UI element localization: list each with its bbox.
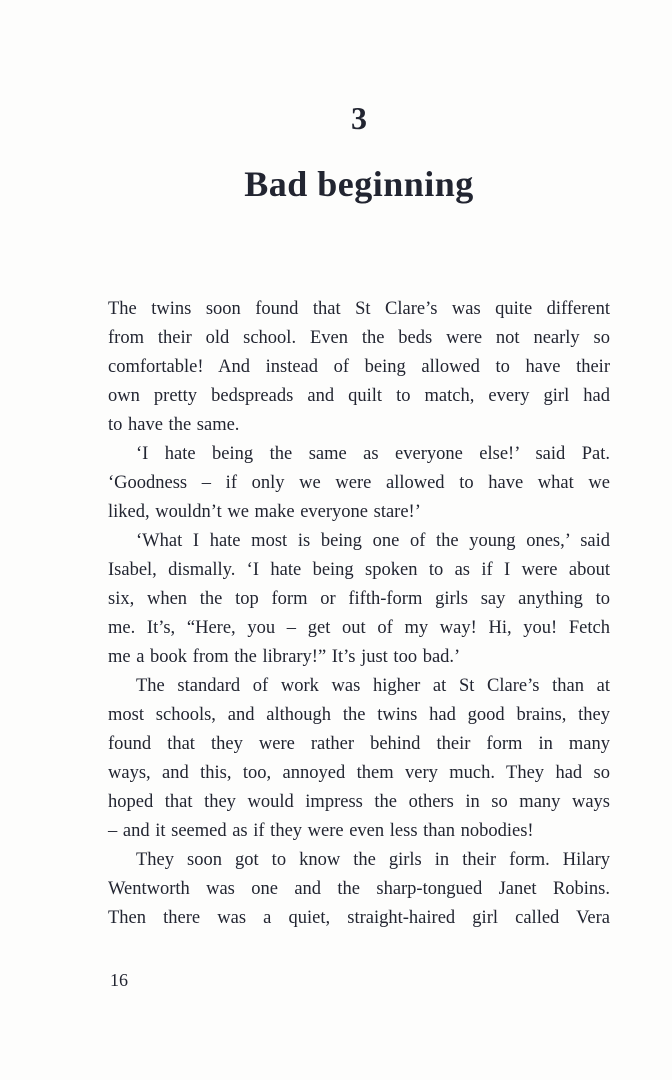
text-line: The twins soon found that St Clare’s was quite different — [108, 299, 610, 319]
paragraph — [108, 672, 610, 846]
text-line: comfortable! And instead of being allowed to have their — [108, 357, 610, 377]
text-line: me. It’s, “Here, you – get out of my way! Hi, you! Fetch — [108, 618, 610, 638]
text-line: ‘I hate being the same as everyone else!’ said Pat. — [136, 444, 610, 464]
text-line: The standard of work was higher at St Clare’s than at — [136, 676, 610, 696]
text-line: from their old school. Even the beds were not nearly so — [108, 328, 610, 348]
chapter-title: Bad beginning — [244, 164, 474, 204]
page-number: 16 — [110, 970, 128, 990]
text-line: Then there was a quiet, straight-haired girl called Vera — [108, 908, 610, 928]
text-line: found that they were rather behind their form in many — [108, 734, 610, 754]
text-line: own pretty bedspreads and quilt to match, every girl had — [108, 386, 610, 406]
body-text — [108, 295, 610, 933]
text-line: – and it seemed as if they were even less than nobodies! — [108, 821, 534, 841]
text-line: most schools, and although the twins had good brains, they — [108, 705, 610, 725]
paragraph — [108, 295, 610, 440]
text-line: me a book from the library!” It’s just too bad.’ — [108, 647, 461, 667]
paragraph — [108, 440, 610, 527]
text-line: ‘Goodness – if only we were allowed to have what we — [108, 473, 610, 493]
text-line: hoped that they would impress the others in so many ways — [108, 792, 610, 812]
paragraph — [108, 846, 610, 933]
text-line: liked, wouldn’t we make everyone stare!’ — [108, 502, 421, 522]
paragraph — [108, 527, 610, 672]
text-line: ‘What I hate most is being one of the young ones,’ said — [136, 531, 610, 551]
text-line: to have the same. — [108, 415, 240, 435]
text-line: They soon got to know the girls in their form. Hilary — [136, 850, 610, 870]
text-line: six, when the top form or fifth-form girls say anything to — [108, 589, 610, 609]
text-line: Isabel, dismally. ‘I hate being spoken to as if I were about — [108, 560, 610, 580]
chapter-number: 3 — [351, 100, 367, 136]
text-line: Wentworth was one and the sharp-tongued Janet Robins. — [108, 879, 610, 899]
text-line: ways, and this, too, annoyed them very much. They had so — [108, 763, 610, 783]
